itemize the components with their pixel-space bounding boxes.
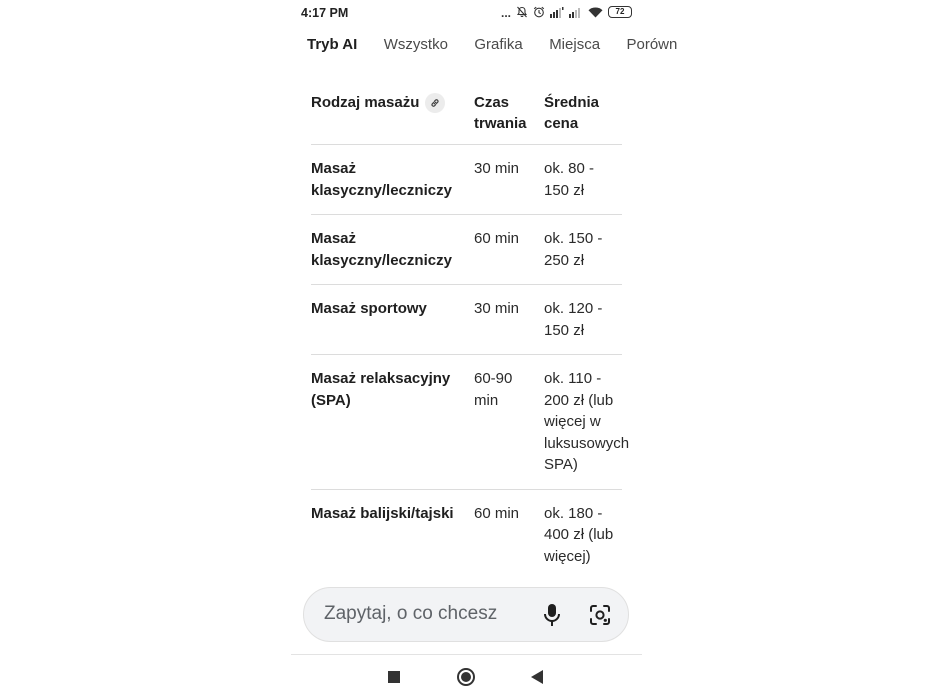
header-duration: Czas trwania bbox=[474, 94, 527, 132]
price-table bbox=[311, 84, 630, 580]
cell-duration: 60-90 min bbox=[474, 370, 513, 409]
header-type bbox=[311, 92, 474, 134]
cell-type: Masaż klasyczny/leczniczy bbox=[311, 230, 452, 269]
cell-duration: 60 min bbox=[474, 230, 520, 247]
nav-divider bbox=[291, 654, 642, 655]
cell-price: ok. 110 - 200 zł (lub więcej w luksusowych SPA) bbox=[544, 370, 630, 473]
signal-icon-2 bbox=[569, 7, 583, 18]
ask-input-bar[interactable] bbox=[303, 587, 629, 642]
ask-input-placeholder[interactable]: Zapytaj, o co chcesz bbox=[324, 603, 498, 624]
phone-screen bbox=[291, 0, 678, 700]
bell-muted-icon bbox=[516, 6, 528, 18]
cell-price: ok. 180 - 400 zł (lub więcej) bbox=[544, 504, 614, 565]
alarm-icon bbox=[533, 6, 545, 18]
tab-images[interactable]: Grafika bbox=[474, 36, 523, 53]
status-time: 4:17 PM bbox=[301, 6, 349, 20]
tab-places[interactable]: Miejsca bbox=[549, 36, 601, 53]
table-row bbox=[311, 145, 622, 215]
header-type-label: Rodzaj masażu bbox=[311, 94, 420, 111]
signal-icon bbox=[550, 7, 564, 18]
recents-square-icon[interactable] bbox=[388, 671, 400, 683]
lens-icon[interactable] bbox=[588, 603, 612, 627]
cell-type: Masaż balijski/tajski bbox=[311, 504, 454, 522]
back-triangle-icon[interactable] bbox=[531, 670, 543, 684]
search-tabs bbox=[307, 36, 678, 58]
android-nav-bar bbox=[291, 660, 642, 694]
more-dots-icon: ... bbox=[500, 6, 511, 20]
tab-compare[interactable]: Porówn bbox=[626, 36, 678, 53]
table-header bbox=[311, 84, 622, 145]
cell-duration: 60 min bbox=[474, 504, 520, 522]
tab-ai-mode[interactable]: Tryb AI bbox=[307, 36, 358, 53]
mic-icon[interactable] bbox=[540, 602, 564, 628]
table-row bbox=[311, 285, 622, 355]
status-bar bbox=[291, 0, 642, 26]
header-price: Średnia cena bbox=[544, 94, 600, 132]
table-row bbox=[311, 355, 630, 490]
cell-price: ok. 80 - 150 zł bbox=[544, 160, 595, 199]
home-circle-icon[interactable] bbox=[457, 668, 475, 686]
tab-all[interactable]: Wszystko bbox=[383, 36, 448, 53]
wifi-icon bbox=[588, 7, 603, 18]
link-icon[interactable] bbox=[425, 93, 445, 113]
cell-price: ok. 150 - 250 zł bbox=[544, 230, 603, 269]
battery-icon: 72 bbox=[608, 6, 632, 18]
cell-type: Masaż sportowy bbox=[311, 300, 427, 317]
cell-duration: 30 min bbox=[474, 300, 520, 317]
cell-price: ok. 120 - 150 zł bbox=[544, 300, 603, 339]
table-row bbox=[311, 490, 622, 581]
cell-type: Masaż klasyczny/leczniczy bbox=[311, 160, 452, 199]
cell-type: Masaż relaksacyjny (SPA) bbox=[311, 370, 451, 409]
status-icons bbox=[501, 5, 632, 19]
cell-duration: 30 min bbox=[474, 160, 520, 177]
table-row bbox=[311, 215, 622, 285]
